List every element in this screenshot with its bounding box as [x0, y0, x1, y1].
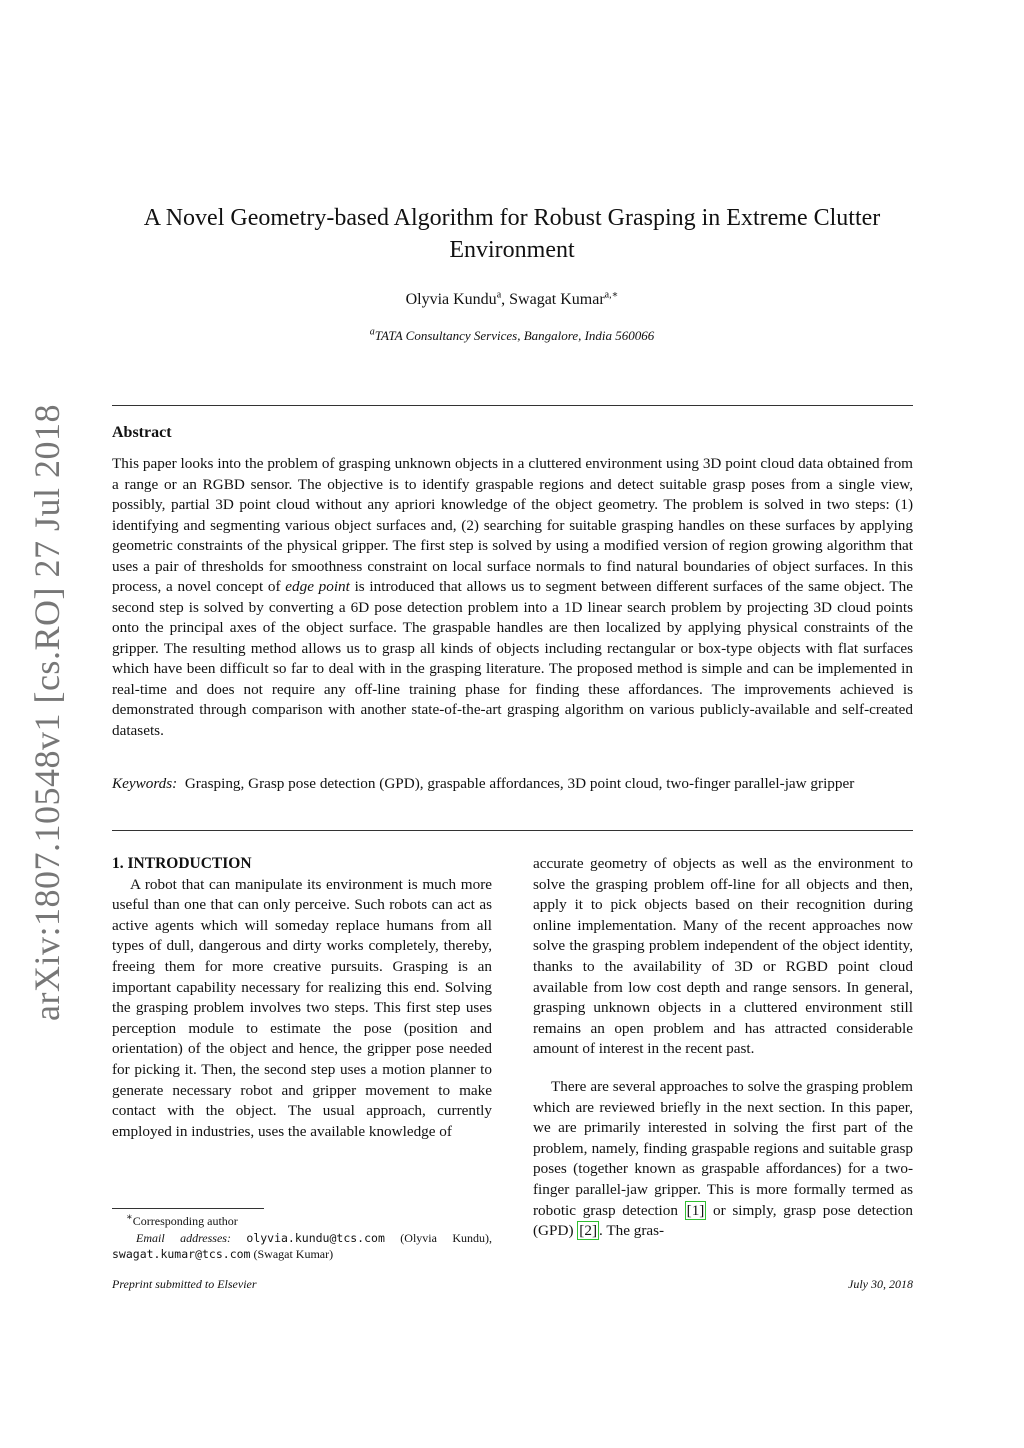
email-owner: (Olyvia Kundu),: [400, 1230, 493, 1245]
paper-title: A Novel Geometry-based Algorithm for Robust Grasping in Extreme Clutter Environment: [143, 205, 881, 263]
abstract-text: This paper looks into the problem of grasping unknown objects in a cluttered environment using 3D point cloud data obtained from a range or an RGBD sensor. The objective is to identify graspable regions and detect suitable grasp poses from a single view, possibly, partial 3D point cloud without any apriori knowledge of the object geometry. The problem is solved in two steps: (1) identifying and segmenting various object surfaces and, (2) searching for suitable grasping handles on these surfaces by applying geometric constraints of the physical gripper. The first step is solved by using a modified version of region growing algorithm that uses a pair of thresholds for smoothness constraint on local surface normals to find natural boundaries of object surfaces. In this process, a novel concept of: [112, 455, 913, 595]
keywords: [112, 774, 913, 795]
right-column: [533, 854, 913, 1242]
paragraph-text: There are several approaches to solve the grasping problem which are reviewed briefly in the next section. In this paper, we are primarily interested in solving the first part of the problem, namely, finding graspable regions and suitable grasp poses (together known as graspable affordances) for a two-finger parallel-jaw gripper. This is more formally termed as robotic grasp detection: [533, 1077, 913, 1219]
paragraph: accurate geometry of objects as well as the environment to solve the grasping problem off-line for all objects and then, apply it to pick objects based on their recognition during online implementation. Many of the recent approaches now solve the grasping problem independent of the object identity, thanks to the availability of 3D or RGBD point cloud available from low cost depth and range sensors. In general, grasping unknown objects in a cluttered environment still remains an open problem and has attracted considerable amount of interest in the recent past.: [533, 855, 913, 1058]
affiliation-text: TATA Consultancy Services, Bangalore, India 560066: [374, 328, 655, 343]
author-list: [112, 291, 912, 309]
paragraph: A robot that can manipulate its environment is much more useful than one that can only perceive. Such robots can act as active agents which will someday replace humans from all types of dull, dangerous and dirty works completely, thereby, freeing them for more creative pursuits. Grasping is an important capability necessary for realizing this end. Solving the grasping problem involves two steps. This first step uses perception module to estimate the pose (position and orientation) of the object and hence, the gripper pose needed for picking it. Then, the second step uses a motion planner to generate necessary robot and gripper movement to make contact with the object. The usual approach, currently employed in industries, uses the available knowledge of: [112, 875, 492, 1140]
affiliation-mark: a: [369, 326, 375, 338]
left-column: [112, 854, 492, 1142]
author-name[interactable]: Olyvia Kundu: [405, 291, 497, 308]
author-affiliation-mark: a: [496, 289, 502, 301]
email-owner: (Swagat Kumar): [253, 1247, 334, 1261]
affiliation: [112, 328, 912, 344]
abstract-top-rule: [112, 405, 913, 406]
abstract-emphasis: edge point: [285, 578, 350, 595]
section-heading: 1. INTRODUCTION: [112, 855, 252, 872]
email-label: Email addresses:: [136, 1230, 231, 1245]
email-link[interactable]: swagat.kumar@tcs.com: [112, 1247, 251, 1261]
email-link[interactable]: olyvia.kundu@tcs.com: [246, 1230, 385, 1245]
paragraph: [533, 1077, 913, 1242]
paragraph-text: or simply, grasp pose detection (GPD): [533, 1201, 913, 1240]
keywords-text: Grasping, Grasp pose detection (GPD), graspable affordances, 3D point cloud, two-finger parallel-jaw gripper: [184, 775, 855, 792]
author-separator: ,: [501, 291, 510, 308]
footnote-rule: [112, 1208, 264, 1209]
citation-link[interactable]: [2]: [579, 1222, 598, 1240]
submission-date: July 30, 2018: [848, 1277, 913, 1291]
arxiv-identifier: arXiv:1807.10548v1 [cs.RO] 27 Jul 2018: [27, 404, 67, 1021]
abstract-text: is introduced that allows us to segment between different surfaces of the same object. The second step is solved by converting a 6D pose detection problem into a 1D linear search problem by projecting 3D cloud points onto the principal axes of the object surface. The graspable handles are then localized by applying physical constraints of the gripper. The resulting method allows us to grasp all kinds of objects including rectangular or box-type objects with flat surfaces which have been difficult so far to deal with in the grasping literature. The proposed method is simple and can be implemented in real-time and does not require any off-line training phase for finding these affordances. The improvements achieved is demonstrated through comparison with another state-of-the-art grasping algorithm on various publicly-available and self-created datasets.: [112, 578, 913, 739]
keywords-label: Keywords:: [112, 775, 178, 792]
paragraph-text: . The gras-: [599, 1222, 665, 1240]
author-name[interactable]: Swagat Kumar: [509, 291, 605, 308]
preprint-note: Preprint submitted to Elsevier: [112, 1277, 257, 1291]
citation-link[interactable]: [1]: [686, 1201, 705, 1219]
footnote-marker: ∗: [126, 1212, 133, 1223]
abstract-heading: Abstract: [112, 424, 172, 441]
footnote: [112, 1213, 492, 1263]
abstract-bottom-rule: [112, 830, 913, 831]
author-affiliation-mark: a,∗: [604, 289, 619, 301]
footnote-corresponding: Corresponding author: [132, 1214, 238, 1228]
abstract-body: [112, 454, 913, 741]
